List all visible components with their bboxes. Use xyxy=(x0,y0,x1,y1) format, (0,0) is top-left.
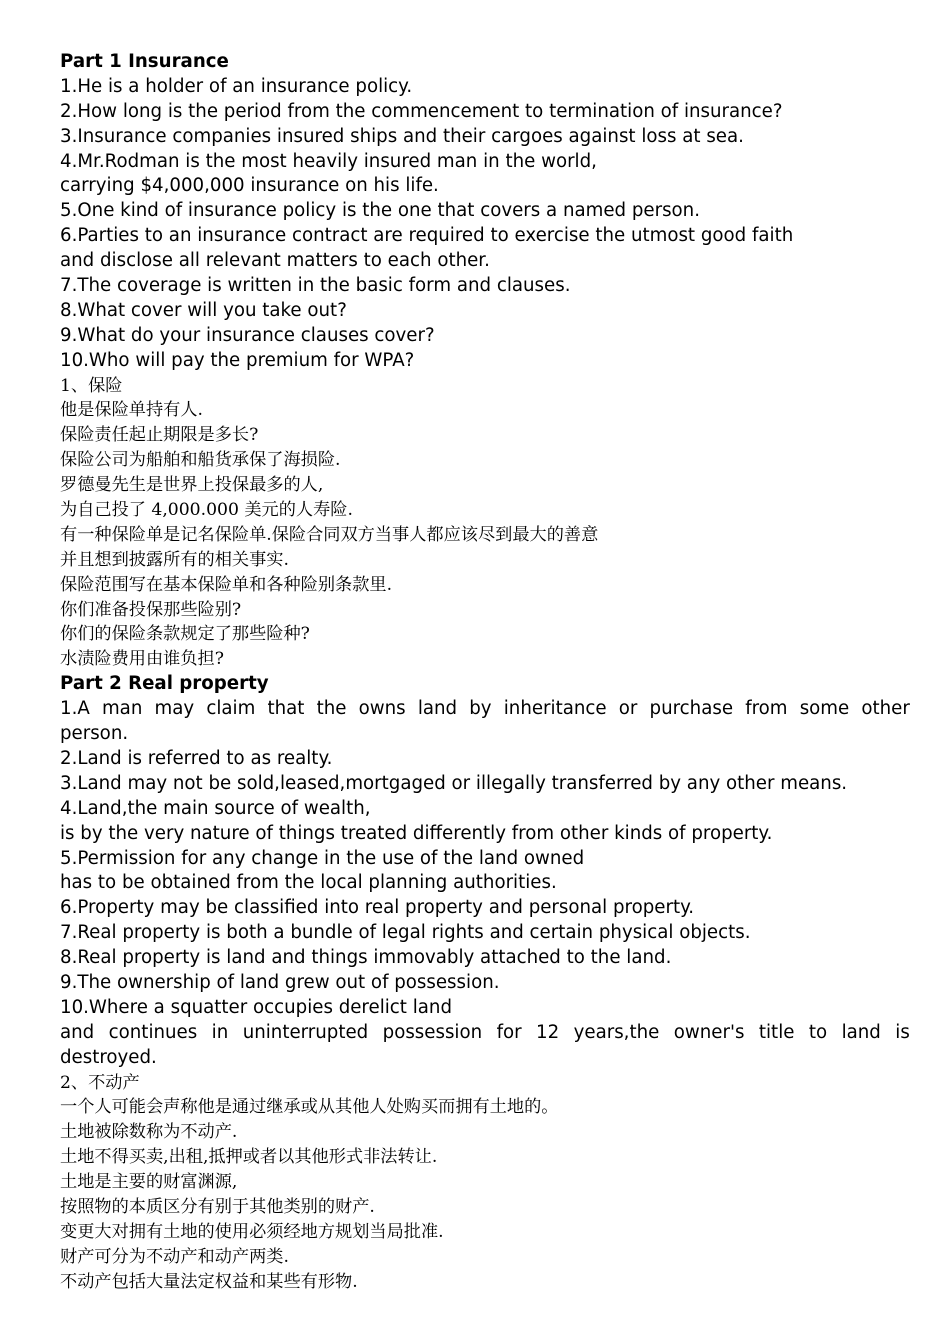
part1-cn-line: 有一种保险单是记名保险单.保险合同双方当事人都应该尽到最大的善意 xyxy=(60,524,599,545)
part2-cn-line: 土地被除数称为不动产. xyxy=(60,1122,238,1143)
part2-cn-line: 一个人可能会声称他是通过继承或从其他人处购买而拥有土地的。 xyxy=(60,1097,559,1118)
word: some xyxy=(799,698,850,720)
part2-justified-line xyxy=(60,1021,910,1046)
word: from xyxy=(745,698,788,720)
part2-heading: Part 2 Real property xyxy=(60,673,269,695)
word: land xyxy=(417,698,458,720)
part1-en-line: 4.Mr.Rodman is the most heavily insured man in the world, xyxy=(60,150,597,172)
word: may xyxy=(154,698,195,720)
part1-cn-line: 你们准备投保那些险别? xyxy=(60,599,242,620)
word: that xyxy=(267,698,305,720)
part1-cn-line: 1、保险 xyxy=(60,375,123,396)
part1-cn-line: 水渍险费用由谁负担? xyxy=(60,649,224,670)
part2-cn-line: 土地不得买卖,出租,抵押或者以其他形式非法转让. xyxy=(60,1147,438,1168)
word: by xyxy=(469,698,492,720)
part2-en-line: 5.Permission for any change in the use of the land owned xyxy=(60,847,585,869)
part1-cn-line: 罗德曼先生是世界上投保最多的人, xyxy=(60,475,324,496)
part2-en-line: 9.The ownership of land grew out of possession. xyxy=(60,971,500,993)
word: claim xyxy=(206,698,256,720)
word: the xyxy=(316,698,347,720)
word: 1.A xyxy=(60,698,90,720)
part2-en-line: 8.Real property is land and things immovably attached to the land. xyxy=(60,947,672,969)
part2-cn-line: 土地是主要的财富渊源, xyxy=(60,1172,238,1193)
word: years,the xyxy=(573,1021,660,1043)
word: inheritance xyxy=(503,698,607,720)
part2-en-line: 10.Where a squatter occupies derelict land xyxy=(60,996,452,1018)
word: is xyxy=(895,1021,910,1043)
word: title xyxy=(758,1021,795,1043)
part1-cn-line: 他是保险单持有人. xyxy=(60,400,203,421)
part1-en-line: 8.What cover will you take out? xyxy=(60,299,347,321)
word: other xyxy=(861,698,910,720)
part2-en-line: 2.Land is referred to as realty. xyxy=(60,747,333,769)
part1-heading: Part 1 Insurance xyxy=(60,51,229,72)
part1-en-line: 10.Who will pay the premium for WPA? xyxy=(60,349,415,371)
part1-english-list xyxy=(60,75,910,374)
word: for xyxy=(496,1021,522,1043)
word: and xyxy=(60,1021,95,1043)
part2-en-line: 7.Real property is both a bundle of legal rights and certain physical objects. xyxy=(60,922,751,944)
part1-en-line: 1.He is a holder of an insurance policy. xyxy=(60,75,413,97)
part2-en-line: 6.Property may be classified into real property and personal property. xyxy=(60,897,695,919)
part2-en-line: person. xyxy=(60,723,129,745)
part2-chinese-list xyxy=(60,1071,910,1295)
part1-en-line: 5.One kind of insurance policy is the one that covers a named person. xyxy=(60,200,700,222)
word: uninterrupted xyxy=(242,1021,369,1043)
part2-en-line: has to be obtained from the local planning authorities. xyxy=(60,872,557,894)
part1-en-line: and disclose all relevant matters to each other. xyxy=(60,250,490,272)
word: in xyxy=(211,1021,229,1043)
part2-en-line: is by the very nature of things treated differently from other kinds of property. xyxy=(60,822,773,844)
part1-cn-line: 保险责任起止期限是多长? xyxy=(60,425,259,446)
part2-cn-line: 财产可分为不动产和动产两类. xyxy=(60,1246,289,1267)
part1-en-line: 9.What do your insurance clauses cover? xyxy=(60,324,435,346)
part1-en-line: 6.Parties to an insurance contract are required to exercise the utmost good faith xyxy=(60,225,794,247)
part2-cn-line: 按照物的本质区分有别于其他类别的财产. xyxy=(60,1196,375,1217)
part1-en-line: 7.The coverage is written in the basic form and clauses. xyxy=(60,275,571,297)
part2-justified-line xyxy=(60,697,910,722)
part1-chinese-list xyxy=(60,374,910,673)
word: purchase xyxy=(649,698,734,720)
part2-cn-line: 变更大对拥有土地的使用必须经地方规划当局批准. xyxy=(60,1221,444,1242)
word: owns xyxy=(358,698,406,720)
part2-en-line: destroyed. xyxy=(60,1046,157,1068)
part2-cn-line: 2、不动产 xyxy=(60,1072,140,1093)
word: possession xyxy=(382,1021,483,1043)
part2-cn-line: 不动产包括大量法定权益和某些有形物. xyxy=(60,1271,358,1292)
word: to xyxy=(808,1021,828,1043)
part1-cn-line: 保险范围写在基本保险单和各种险别条款里. xyxy=(60,574,393,595)
part1-cn-line: 你们的保险条款规定了那些险种? xyxy=(60,624,310,645)
word: land xyxy=(841,1021,881,1043)
part1-en-line: 2.How long is the period from the commencement to termination of insurance? xyxy=(60,100,783,122)
part2-en-line: 4.Land,the main source of wealth, xyxy=(60,797,371,819)
part2-en-line: 3.Land may not be sold,leased,mortgaged or illegally transferred by any other means. xyxy=(60,772,848,794)
document-page xyxy=(60,50,910,1295)
part2-english-list xyxy=(60,697,910,1070)
word: owner's xyxy=(673,1021,745,1043)
word: or xyxy=(618,698,638,720)
part1-en-line: 3.Insurance companies insured ships and their cargoes against loss at sea. xyxy=(60,125,744,147)
part1-cn-line: 为自己投了 4,000.000 美元的人寿险. xyxy=(60,500,353,521)
part1-cn-line: 并且想到披露所有的相关事实. xyxy=(60,549,289,570)
part1-cn-line: 保险公司为船舶和船货承保了海损险. xyxy=(60,450,341,471)
part1-en-line: carrying $4,000,000 insurance on his life. xyxy=(60,175,439,197)
word: man xyxy=(101,698,143,720)
word: continues xyxy=(108,1021,198,1043)
word: 12 xyxy=(536,1021,560,1043)
